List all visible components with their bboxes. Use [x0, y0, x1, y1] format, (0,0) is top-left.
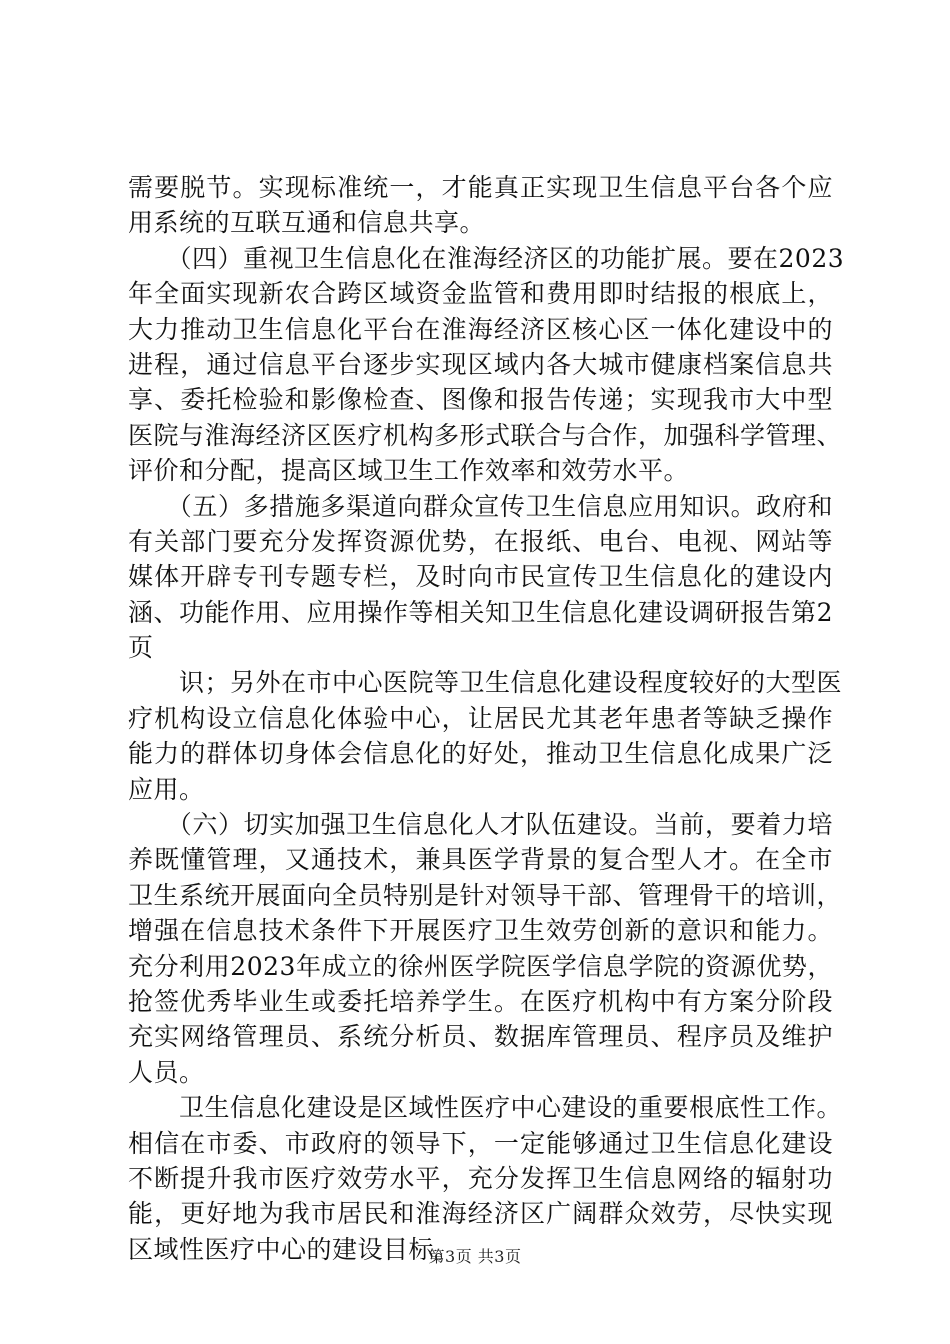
text-line: 评价和分配，提高区域卫生工作效率和效劳水平。 [128, 456, 690, 486]
text-line: 相信在市委、市政府的领导下，一定能够通过卫生信息化建设 [128, 1128, 833, 1158]
text-line: 不断提升我市医疗效劳水平，充分发挥卫生信息网络的辐射功 [128, 1163, 833, 1193]
text-line: 抢签优秀毕业生或委托培养学生。在医疗机构中有方案分阶段 [128, 986, 833, 1016]
text-line: 充实网络管理员、系统分析员、数据库管理员、程序员及维护 [128, 1022, 833, 1052]
text-line: 人员。 [128, 1057, 205, 1087]
text-line: 年全面实现新农合跨区域资金监管和费用即时结报的根底上， [128, 279, 833, 309]
text-line: 能力的群体切身体会信息化的好处，推动卫生信息化成果广泛 [128, 739, 833, 769]
text-line: 充分利用2023年成立的徐州医学院医学信息学院的资源优势， [128, 951, 833, 981]
document-body [128, 170, 845, 1267]
text-line: 能，更好地为我市居民和淮海经济区广阔群众效劳，尽快实现 [128, 1199, 833, 1229]
text-line: 区域性医疗中心的建设目标。 [128, 1234, 460, 1264]
text-line: 养既懂管理，又通技术，兼具医学背景的复合型人才。在全市 [128, 845, 833, 875]
page-footer: 第3页 共3页 [428, 1247, 522, 1266]
text-line: 识；另外在市中心医院等卫生信息化建设程度较好的大型医 [128, 668, 843, 698]
text-line: 有关部门要充分发挥资源优势，在报纸、电台、电视、网站等 [128, 526, 833, 556]
text-line: （五）多措施多渠道向群众宣传卫生信息应用知识。政府和 [128, 491, 833, 521]
text-line: 增强在信息技术条件下开展医疗卫生效劳创新的意识和能力。 [128, 916, 833, 946]
text-line: 应用。 [128, 774, 205, 804]
text-line: 大力推动卫生信息化平台在淮海经济区核心区一体化建设中的 [128, 314, 833, 344]
text-line: 享、委托检验和影像检查、图像和报告传递；实现我市大中型 [128, 385, 833, 415]
text-line: 疗机构设立信息化体验中心，让居民尤其老年患者等缺乏操作 [128, 703, 833, 733]
text-line: 媒体开辟专刊专题专栏，及时向市民宣传卫生信息化的建设内 [128, 562, 833, 592]
text-line: 用系统的互联互通和信息共享。 [128, 208, 486, 238]
text-line: 医院与淮海经济区医疗机构多形式联合与合作，加强科学管理、 [128, 420, 843, 450]
text-line: 页 [128, 633, 154, 663]
text-line: 涵、功能作用、应用操作等相关知卫生信息化建设调研报告第2 [128, 597, 833, 627]
text-line: （四）重视卫生信息化在淮海经济区的功能扩展。要在2023 [128, 243, 845, 273]
text-line: 进程，通过信息平台逐步实现区域内各大城市健康档案信息共 [128, 349, 833, 379]
text-line: 需要脱节。实现标准统一，才能真正实现卫生信息平台各个应 [128, 173, 833, 202]
text-line: （六）切实加强卫生信息化人才队伍建设。当前，要着力培 [128, 810, 833, 840]
text-line: 卫生系统开展面向全员特别是针对领导干部、管理骨干的培训， [128, 880, 843, 910]
text-line: 卫生信息化建设是区域性医疗中心建设的重要根底性工作。 [128, 1093, 843, 1123]
